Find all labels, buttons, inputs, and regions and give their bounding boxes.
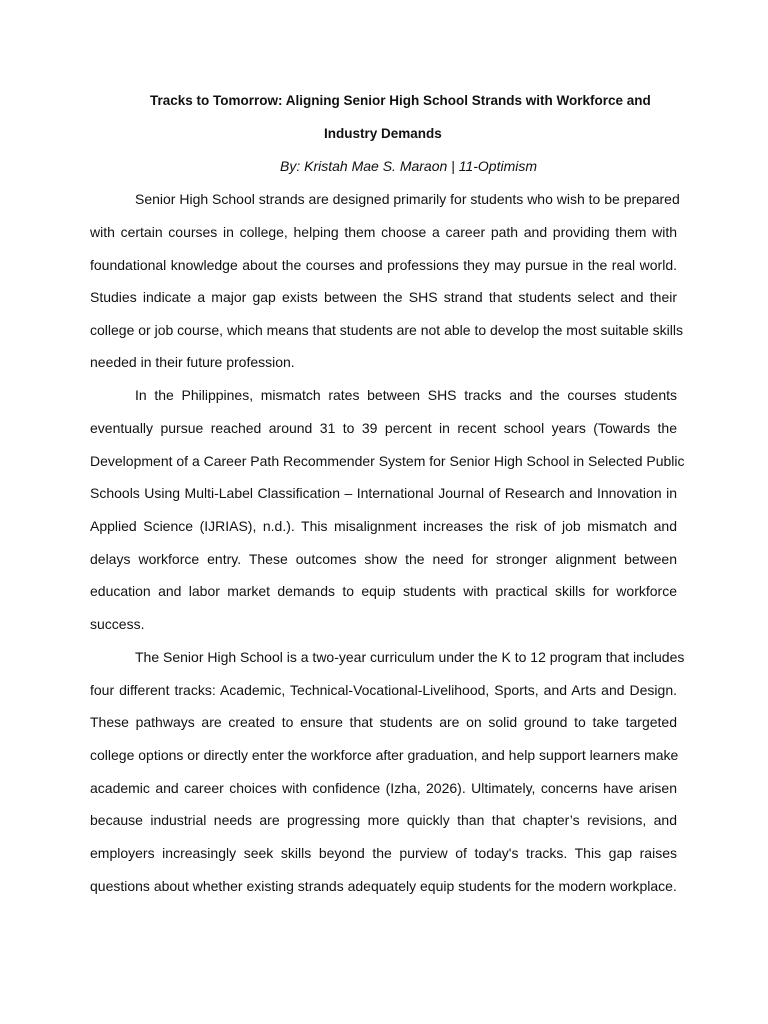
paragraph-3-line: employers increasingly seek skills beyond the purview of today's tracks. This gap raises (90, 845, 677, 861)
paragraph-2-line: Applied Science (IJRIAS), n.d.). This misalignment increases the risk of job mismatch and (90, 518, 677, 534)
paragraph-3-line: The Senior High School is a two-year curriculum under the K to 12 program that includes (135, 649, 685, 665)
paragraph-1-line: needed in their future profession. (90, 354, 295, 370)
paragraph-1-line: college or job course, which means that students are not able to develop the most suitable skills (90, 322, 683, 338)
paragraph-3-line: four different tracks: Academic, Technical-Vocational-Livelihood, Sports, and Arts and Design. (90, 682, 677, 698)
paragraph-3-line: because industrial needs are progressing more quickly than that chapter’s revisions, and (90, 812, 677, 828)
paragraph-2-line: Schools Using Multi-Label Classification – International Journal of Research and Innovation in (90, 485, 677, 501)
paragraph-3-line: academic and career choices with confidence (Izha, 2026). Ultimately, concerns have arisen (90, 780, 677, 796)
paragraph-2-line: education and labor market demands to equip students with practical skills for workforce (90, 583, 677, 599)
paragraph-2-line: In the Philippines, mismatch rates between SHS tracks and the courses students (135, 387, 677, 403)
paragraph-2-line: Development of a Career Path Recommender System for Senior High School in Selected Public (90, 453, 685, 469)
paragraph-2-line: delays workforce entry. These outcomes show the need for stronger alignment between (90, 551, 677, 567)
paragraph-1-line: with certain courses in college, helping them choose a career path and providing them with (90, 224, 677, 240)
paragraph-3-line: These pathways are created to ensure that students are on solid ground to take targeted (90, 714, 677, 730)
paragraph-1-line: Studies indicate a major gap exists between the SHS strand that students select and their (90, 289, 677, 305)
title-line-2: Industry Demands (324, 126, 442, 141)
byline: By: Kristah Mae S. Maraon | 11-Optimism (280, 158, 538, 174)
paragraph-2-line: eventually pursue reached around 31 to 39 percent in recent school years (Towards the (90, 420, 677, 436)
paragraph-3-line: questions about whether existing strands adequately equip students for the modern workplace. (90, 878, 677, 894)
paragraph-1-line: foundational knowledge about the courses and professions they may pursue in the real world. (90, 257, 677, 273)
paragraph-2-line: success. (90, 616, 145, 632)
title-line-1: Tracks to Tomorrow: Aligning Senior High School Strands with Workforce and (150, 93, 651, 108)
paragraph-3-line: college options or directly enter the workforce after graduation, and help support learners make (90, 747, 679, 763)
paragraph-1-line: Senior High School strands are designed primarily for students who wish to be prepared (135, 191, 680, 207)
